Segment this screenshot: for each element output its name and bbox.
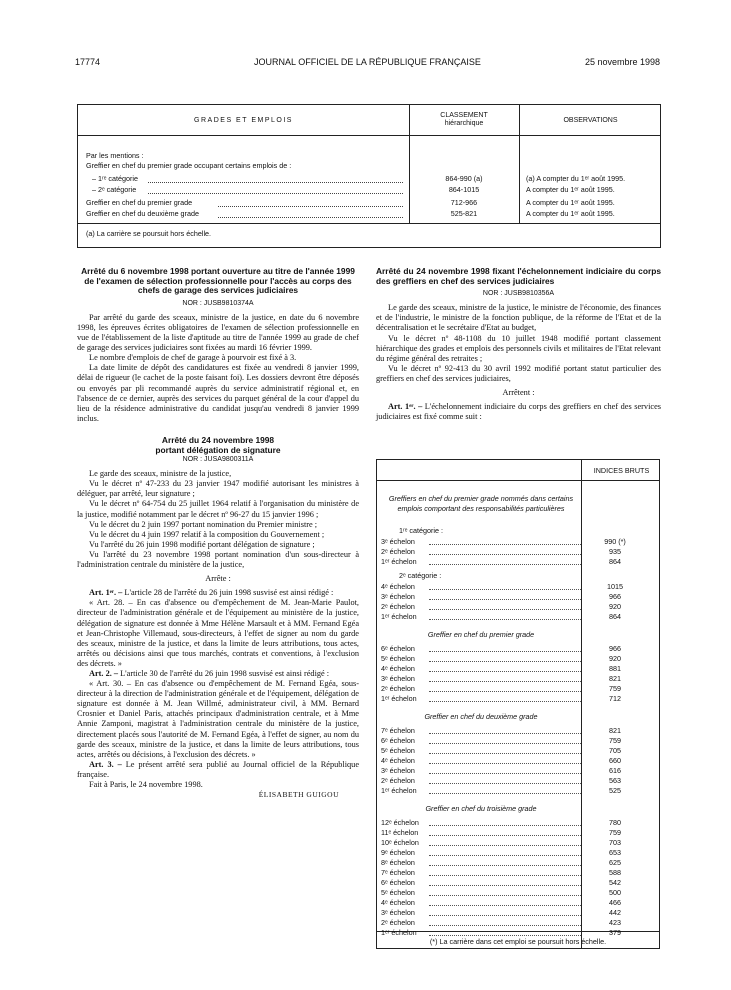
table-footnote: (a) La carrière se poursuit hors échelle. [86, 229, 212, 238]
echelon-label: 5ᵉ échelon [381, 654, 415, 663]
echelon-label: 12ᵉ échelon [381, 818, 419, 827]
dot-leader [429, 589, 581, 590]
article-heading: Art. 1ᵉʳ. – [89, 588, 123, 598]
table-row-label: – 1ʳᵉ catégorie [92, 174, 138, 183]
table-row-label: Greffier en chef du deuxième grade [86, 209, 199, 218]
dot-leader [429, 661, 581, 662]
table-row [381, 726, 657, 736]
echelon-label: 6ᵉ échelon [381, 878, 415, 887]
table-row [381, 766, 657, 776]
table-row-label: Par les mentions : [86, 151, 144, 160]
table-row [381, 694, 657, 704]
paragraph: Vu le décret du 2 juin 1997 portant nomination du Premier ministre ; [89, 519, 318, 529]
right-column [376, 267, 661, 422]
left-column [77, 267, 359, 800]
echelon-label: 4ᵉ échelon [381, 582, 415, 591]
table-row-label: Greffier en chef du premier grade [86, 198, 193, 207]
echelon-label: 4ᵉ échelon [381, 664, 415, 673]
group-title: Greffier en chef du deuxième grade [424, 712, 538, 721]
paragraph: Par arrêté du garde des sceaux, ministre de la justice, en date du 6 novembre 1998, les épreuves écrites obligatoires de l'examen de sélection professionnelle en vue de l'établissement de la liste d'aptitude au titre de l'année 1999 au grade de chef de garage des services judiciaires sont fixées au mardi 16 février 1999. [77, 312, 359, 353]
indice-value: 466 [609, 898, 621, 907]
dot-leader [429, 865, 581, 866]
echelon-label: 2ᵉ échelon [381, 547, 415, 556]
paragraph: « Art. 28. – En cas d'absence ou d'empêchement de M. Jean-Marie Paulot, directeur de l'administration générale et de l'équipement au ministère de la justice, délégation de signature est donnée à Mme Hélène Marsault et à MM. Fernand Egéa et Jean-Christophe Villemaud, sous-directeurs, à l'effet de signer au nom du garde des sceaux, ministre de la justice, et dans la limite de leurs attributions, tous actes, arrêtés ou décisions ainsi que tous marchés, contrats et conventions, à l'exclusion des décrets. » [77, 598, 359, 668]
indice-value: 442 [609, 908, 621, 917]
paragraph: Le garde des sceaux, ministre de la justice, [89, 469, 232, 479]
table-row-observation: A compter du 1ᵉʳ août 1995. [526, 198, 615, 207]
paragraph: Fait à Paris, le 24 novembre 1998. [89, 780, 203, 789]
echelon-label: 7ᵉ échelon [381, 726, 415, 735]
table-row [381, 918, 657, 928]
echelon-label: 2ᵉ échelon [381, 776, 415, 785]
col-header-classement: CLASSEMENT [440, 112, 488, 119]
dot-leader [429, 905, 581, 906]
article-1: Art. 1ᵉʳ. – L'article 28 de l'arrêté du 26 juin 1998 susvisé est ainsi rédigé : [89, 588, 334, 598]
table-row [381, 838, 657, 848]
classement-table [77, 104, 661, 248]
indice-value: 542 [609, 878, 621, 887]
col-header-hierarchique: hiérarchique [444, 120, 484, 127]
article-heading: Art. 1ᵉʳ. – [388, 402, 423, 412]
echelon-label: 3ᵉ échelon [381, 592, 415, 601]
dot-leader [429, 825, 581, 826]
echelon-label: 6ᵉ échelon [381, 736, 415, 745]
table-row [381, 756, 657, 766]
table-row [381, 818, 657, 828]
dot-leader [148, 182, 403, 183]
table-row-value: 864-990 (a) [445, 174, 483, 183]
dot-leader [429, 671, 581, 672]
table-row [381, 684, 657, 694]
echelon-label: 1ᵉʳ échelon [381, 612, 417, 621]
echelon-label: 1ᵉʳ échelon [381, 557, 417, 566]
indices-table [376, 459, 660, 949]
indice-value: 660 [609, 756, 621, 765]
indice-value: 821 [609, 726, 621, 735]
table-row-label: Greffier en chef du premier grade occupant certains emplois de : [86, 161, 292, 170]
paragraph: Vu le décret du 4 juin 1997 relatif à la composition du Gouvernement ; [89, 529, 325, 539]
table-row [381, 557, 657, 567]
echelon-label: 4ᵉ échelon [381, 898, 415, 907]
echelon-label: 7ᵉ échelon [381, 868, 415, 877]
table-row [381, 848, 657, 858]
echelon-label: 1ᵉʳ échelon [381, 928, 417, 937]
indice-value: 990 (*) [604, 537, 626, 546]
table-row [381, 868, 657, 878]
indice-value: 616 [609, 766, 621, 775]
indice-value: 920 [609, 654, 621, 663]
table-row [381, 908, 657, 918]
table-row [381, 828, 657, 838]
table-row-observation: A compter du 1ᵉʳ août 1995. [526, 185, 615, 194]
indice-value: 966 [609, 592, 621, 601]
indice-value: 379 [609, 928, 621, 937]
dot-leader [429, 885, 581, 886]
paragraph: Le nombre d'emplois de chef de garage à pourvoir est fixé à 3. [89, 353, 297, 363]
dot-leader [429, 691, 581, 692]
dot-leader [429, 925, 581, 926]
dot-leader [429, 733, 581, 734]
echelon-label: 3ᵉ échelon [381, 766, 415, 775]
paragraph: « Art. 30. – En cas d'absence ou d'empêchement de M. Fernand Egéa, sous-directeur à la direction de l'administration générale et de l'équipement, délégation de signature est donnée à M. Jean Willmé, administrateur civil, à MM. Bernard Crosnier et Daniel Paris, attachés principaux d'administration centrale, et à Mme Annie Zamponi, magistrat à l'administration centrale du ministère de la justice, directement placés sous l'autorité de M. Fernand Egéa, à l'effet de signer, au nom du garde des sceaux, ministre de la justice, et dans la limite de leurs attributions, tous actes, arrêtés ou décisions, à l'exclusion des décrets. » [77, 679, 359, 759]
dot-leader [429, 855, 581, 856]
table-row [381, 776, 657, 786]
dot-leader [429, 564, 581, 565]
signature: ÉLISABETH GUIGOU [258, 790, 339, 800]
table-row-value: 525-821 [450, 209, 478, 218]
page-number: 17774 [75, 57, 101, 67]
indice-value: 1015 [607, 582, 623, 591]
table-row [381, 547, 657, 557]
indice-value: 821 [609, 674, 621, 683]
indice-value: 653 [609, 848, 621, 857]
echelon-label: 3ᵉ échelon [381, 674, 415, 683]
dot-leader [429, 773, 581, 774]
indice-value: 864 [609, 612, 621, 621]
echelon-label: 2ᵉ échelon [381, 918, 415, 927]
echelon-label: 5ᵉ échelon [381, 888, 415, 897]
indice-value: 864 [609, 557, 621, 566]
arrete-1-nor: NOR : JUSB9810374A [182, 299, 254, 307]
dot-leader [429, 753, 581, 754]
indice-value: 966 [609, 644, 621, 653]
arrete-2-subtitle: portant délégation de signature [155, 444, 281, 455]
dot-leader [429, 783, 581, 784]
table-row [381, 582, 657, 592]
echelon-label: 3ᵉ échelon [381, 908, 415, 917]
dot-leader [429, 554, 581, 555]
indice-value: 935 [609, 547, 621, 556]
indice-value: 563 [609, 776, 621, 785]
table-row [381, 612, 657, 622]
category-label: 1ʳᵉ catégorie : [399, 526, 443, 535]
arretent-word: Arrêtent : [502, 388, 535, 398]
dot-leader [429, 599, 581, 600]
indice-value: 759 [609, 828, 621, 837]
table-row [381, 664, 657, 674]
dot-leader [429, 835, 581, 836]
article-3: Art. 3. – Le présent arrêté sera publié au Journal officiel de la République française. [77, 759, 360, 779]
arrete-word: Arrête : [205, 574, 231, 584]
indice-value: 625 [609, 858, 621, 867]
table-row [381, 592, 657, 602]
indice-value: 920 [609, 602, 621, 611]
echelon-label: 1ᵉʳ échelon [381, 694, 417, 703]
category-row [381, 571, 657, 581]
echelon-label: 9ᵉ échelon [381, 848, 415, 857]
arrete-2-nor: NOR : JUSA9800311A [182, 456, 254, 464]
echelon-label: 3ᵉ échelon [381, 537, 415, 546]
dot-leader [429, 793, 581, 794]
indice-value: 500 [609, 888, 621, 897]
dot-leader [429, 875, 581, 876]
paragraph: Vu l'arrêté du 26 juin 1998 modifié portant délégation de signature ; [89, 539, 315, 549]
indice-value: 881 [609, 664, 621, 673]
table-row [381, 888, 657, 898]
echelon-label: 2ᵉ échelon [381, 602, 415, 611]
indice-value: 525 [609, 786, 621, 795]
table-row [381, 674, 657, 684]
dot-leader [429, 701, 581, 702]
indice-value: 780 [609, 818, 621, 827]
article-2: Art. 2. – L'article 30 de l'arrêté du 26 juin 1998 susvisé est ainsi rédigé : [89, 668, 330, 678]
group-title: Greffiers en chef du premier grade nommés dans certains emplois comportant des responsabilités particulières [388, 494, 574, 513]
category-label: 2ᵉ catégorie : [399, 571, 442, 580]
article-1: Art. 1ᵉʳ. – L'échelonnement indiciaire du corps des greffiers en chef des services judiciaires est fixé comme suit : [376, 402, 661, 422]
category-row [381, 526, 657, 536]
table-row [381, 654, 657, 664]
dot-leader [429, 845, 581, 846]
table-row-value: 864-1015 [448, 185, 480, 194]
echelon-label: 1ᵉʳ échelon [381, 786, 417, 795]
dot-leader [429, 915, 581, 916]
indice-value: 759 [609, 736, 621, 745]
echelon-label: 10ᵉ échelon [381, 838, 419, 847]
page-header [75, 57, 660, 71]
dot-leader [429, 935, 581, 936]
article-heading: Art. 3. – [89, 759, 122, 769]
group-title: Greffier en chef du troisième grade [425, 804, 537, 813]
article-heading: Art. 2. – [89, 668, 119, 678]
arrete-1-title: Arrêté du 6 novembre 1998 portant ouverture au titre de l'année 1999 de l'examen de sélection professionnelle pour l'accès au corps des chefs de garage des services judiciaires [81, 266, 355, 296]
table-row [381, 878, 657, 888]
indice-value: 588 [609, 868, 621, 877]
col-header-indices: INDICES BRUTS [593, 466, 650, 475]
indice-value: 705 [609, 746, 621, 755]
table-row-value: 712-966 [450, 198, 478, 207]
table-row [381, 736, 657, 746]
dot-leader [429, 895, 581, 896]
echelon-label: 2ᵉ échelon [381, 684, 415, 693]
indice-value: 703 [609, 838, 621, 847]
group-title: Greffier en chef du premier grade [427, 630, 535, 639]
table-row-observation: A compter du 1ᵉʳ août 1995. [526, 209, 615, 218]
table-footnote: (*) La carrière dans cet emploi se poursuit hors échelle. [429, 937, 607, 946]
echelon-label: 11ᵉ échelon [381, 828, 419, 837]
dot-leader [218, 206, 403, 207]
table-row [381, 786, 657, 796]
paragraph: Vu le décret nº 92-413 du 30 avril 1992 modifié portant statut particulier des greffiers en chef des services judiciaires, [376, 363, 661, 383]
echelon-label: 8ᵉ échelon [381, 858, 415, 867]
dot-leader [429, 743, 581, 744]
echelon-label: 6ᵉ échelon [381, 644, 415, 653]
dot-leader [429, 763, 581, 764]
indice-value: 759 [609, 684, 621, 693]
col-header-observations: OBSERVATIONS [563, 117, 618, 124]
dot-leader [429, 681, 581, 682]
indice-value: 423 [609, 918, 621, 927]
table-row-label: – 2ᵉ catégorie [92, 185, 137, 194]
table-row [381, 746, 657, 756]
arrete-2-title: Arrêté du 24 novembre 1998 [161, 434, 275, 445]
dot-leader [429, 544, 581, 545]
table-row [381, 858, 657, 868]
dot-leader [218, 217, 403, 218]
echelon-label: 5ᵉ échelon [381, 746, 415, 755]
indice-value: 712 [609, 694, 621, 703]
arrete-3-title: Arrêté du 24 novembre 1998 fixant l'échelonnement indiciaire du corps des greffiers en chef des services judiciaires [376, 266, 661, 286]
paragraph: Le garde des sceaux, ministre de la justice, le ministre de l'économie, des finances et de l'industrie, le ministre de la fonction publique, de la réforme de l'Etat et de la décentralisation et le secrétaire d'Etat au budget, [376, 303, 661, 333]
table-row [381, 537, 657, 547]
paragraph: Vu le décret nº 48-1108 du 10 juillet 1948 modifié portant classement hiérarchique des grades et emplois des personnels civils et militaires de l'Etat relevant du régime général des retraites ; [376, 333, 661, 363]
table-row [381, 602, 657, 612]
table-row-observation: (a) A compter du 1ᵉʳ août 1995. [526, 174, 626, 183]
dot-leader [148, 193, 403, 194]
paragraph: Vu le décret nº 64-754 du 25 juillet 1964 relatif à l'organisation du ministère de la justice, modifié notamment par le décret nº 96-27 du 15 janvier 1996 ; [77, 499, 359, 519]
table-row [381, 644, 657, 654]
col-header-grades: GRADES ET EMPLOIS [194, 117, 293, 124]
paragraph: La date limite de dépôt des candidatures est fixée au vendredi 8 janvier 1999, délai de rigueur (le cachet de la poste faisant foi). Les dossiers devront être déposés ou envoyés par pli recommandé auprès du service administratif régional et, en l'absence de ce dernier, auprès des services du parquet général de la cour d'appel du lieu de la résidence administrative du candidat jusqu'au vendredi 8 janvier 1999 inclus. [77, 363, 359, 423]
dot-leader [429, 619, 581, 620]
paragraph: Vu le décret nº 47-233 du 23 janvier 1947 modifié autorisant les ministres à déléguer, par arrêté, leur signature ; [77, 479, 359, 499]
issue-date: 25 novembre 1998 [584, 57, 660, 67]
dot-leader [429, 651, 581, 652]
paragraph: Vu l'arrêté du 23 novembre 1998 portant nomination d'un sous-directeur à l'administration centrale du ministère de la justice, [77, 549, 359, 570]
arrete-3-nor: NOR : JUSB9810356A [482, 290, 555, 298]
dot-leader [429, 609, 581, 610]
echelon-label: 4ᵉ échelon [381, 756, 415, 765]
journal-title: JOURNAL OFFICIEL DE LA RÉPUBLIQUE FRANÇAISE [254, 57, 481, 67]
table-row [381, 898, 657, 908]
